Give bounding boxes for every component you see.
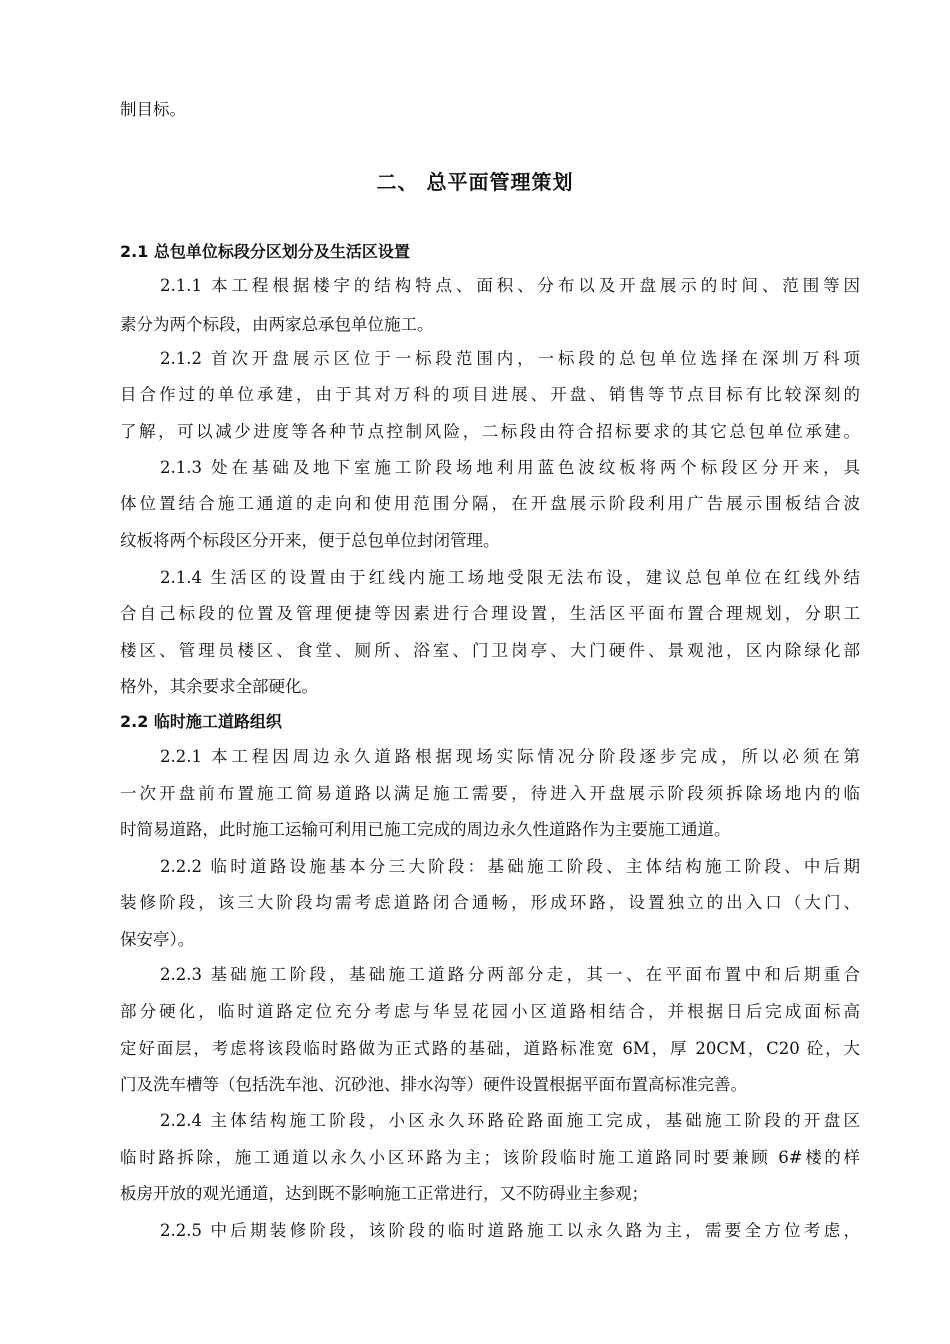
paragraph-line: 板房开放的观光通道，达到既不影响施工正常进行，又不防碍业主参观； [120, 1184, 648, 1203]
paragraph-line: 楼区、管理员楼区、食堂、厕所、浴室、门卫岗亭、大门硬件、景观池，区内除绿化部 [120, 641, 860, 660]
paragraph-line: 了解，可以减少进度等各种节点控制风险，二标段由符合招标要求的其它总包单位承建。 [120, 422, 860, 441]
paragraph-line: 2.2.3 基础施工阶段，基础施工道路分两部分走，其一、在平面布置中和后期重合 [160, 965, 860, 984]
paragraph-line: 装修阶段，该三大阶段均需考虑道路闭合通畅，形成环路，设置独立的出入口（大门、 [120, 893, 860, 912]
paragraph-line: 素分为两个标段，由两家总承包单位施工。 [120, 315, 434, 334]
paragraph-line: 门及洗车槽等（包括洗车池、沉砂池、排水沟等）硬件设置根据平面布置高标准完善。 [120, 1075, 747, 1094]
paragraph-line: 2.2.5 中后期装修阶段，该阶段的临时道路施工以永久路为主，需要全方位考虑， [160, 1221, 860, 1240]
paragraph-line: 2.2.2 临时道路设施基本分三大阶段：基础施工阶段、主体结构施工阶段、中后期 [160, 857, 860, 876]
paragraph-line: 2.1.4 生活区的设置由于红线内施工场地受限无法布设，建议总包单位在红线外结 [160, 568, 860, 587]
paragraph-line: 保安亭）。 [120, 930, 195, 949]
subsection-heading-2-1: 2.1 总包单位标段分区划分及生活区设置 [120, 242, 410, 261]
paragraph-line: 临时路拆除，施工通道以永久小区环路为主；该阶段临时施工道路同时要兼顾 6#楼的样 [120, 1148, 860, 1167]
paragraph-line: 2.1.3 处在基础及地下室施工阶段场地利用蓝色波纹板将两个标段区分开来，具 [160, 458, 860, 477]
section-title: 二、 总平面管理策划 [376, 170, 574, 194]
paragraph-line: 部分硬化，临时道路定位充分考虑与华昱花园小区道路相结合，并根据日后完成面标高 [120, 1002, 860, 1021]
paragraph-line: 定好面层，考虑将该段临时路做为正式路的基础，道路标准宽 6M，厚 20CM，C20 砼，大 [120, 1039, 860, 1058]
subsection-heading-2-2: 2.2 临时施工道路组织 [120, 712, 282, 731]
paragraph-line: 2.2.4 主体结构施工阶段，小区永久环路砼路面施工完成，基础施工阶段的开盘区 [160, 1111, 860, 1130]
paragraph-line: 时简易道路，此时施工运输可利用已施工完成的周边永久性道路作为主要施工通道。 [120, 820, 731, 839]
paragraph-line: 格外，其余要求全部硬化。 [120, 677, 318, 696]
paragraph-line: 一次开盘前布置施工简易道路以满足施工需要，待进入开盘展示阶段须拆除场地内的临 [120, 784, 860, 803]
paragraph-line: 2.1.2 首次开盘展示区位于一标段范围内，一标段的总包单位选择在深圳万科项 [160, 349, 860, 368]
paragraph-line: 目合作过的单位承建，由于其对万科的项目进展、开盘、销售等节点目标有比较深刻的 [120, 385, 860, 404]
paragraph-line: 制目标。 [120, 100, 186, 119]
paragraph-line: 合自己标段的位置及管理便捷等因素进行合理设置，生活区平面布置合理规划，分职工 [120, 604, 860, 623]
paragraph-line: 纹板将两个标段区分开来，便于总包单位封闭管理。 [120, 531, 500, 550]
paragraph-line: 体位置结合施工通道的走向和使用范围分隔，在开盘展示阶段利用广告展示围板结合波 [120, 494, 860, 513]
paragraph-line: 2.1.1 本工程根据楼宇的结构特点、面积、分布以及开盘展示的时间、范围等因 [160, 276, 860, 295]
paragraph-line: 2.2.1 本工程因周边永久道路根据现场实际情况分阶段逐步完成，所以必须在第 [160, 747, 860, 766]
